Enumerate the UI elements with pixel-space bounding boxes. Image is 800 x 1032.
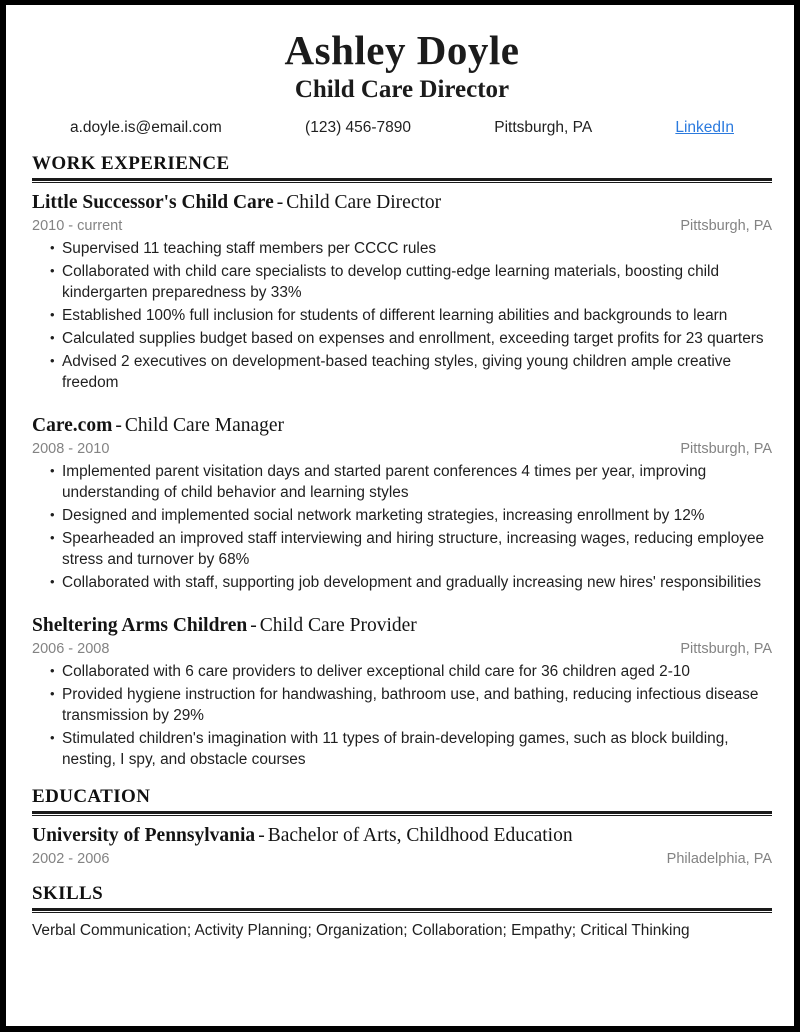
section-divider (32, 908, 772, 913)
entry-meta (32, 851, 772, 867)
list-item: • Established 100% full inclusion for students of different learning abilities and backgrounds to learn (32, 305, 772, 326)
list-item: • Calculated supplies budget based on expenses and enrollment, exceeding target profits for 23 quarters (32, 328, 772, 349)
entry-location: Philadelphia, PA (666, 851, 772, 867)
employer-name: Care.com (32, 415, 113, 436)
list-item: • Designed and implemented social network marketing strategies, increasing enrollment by 12% (32, 505, 772, 526)
list-item: • Spearheaded an improved staff interviewing and hiring structure, increasing wages, reducing employee stress and turnover by 68% (32, 528, 772, 570)
skills-list: Verbal Communication; Activity Planning; Organization; Collaboration; Empathy; Critical Thinking (32, 922, 690, 939)
heading-separator: - (258, 825, 265, 846)
heading-separator: - (250, 615, 257, 636)
entry-meta (32, 441, 772, 457)
list-item: • Implemented parent visitation days and started parent conferences 4 times per year, improving understanding of child behavior and learning styles (32, 461, 772, 503)
contact-location: Pittsburgh, PA (494, 119, 593, 136)
headline-subtitle: Child Care Director (294, 76, 510, 103)
linkedin-link[interactable]: LinkedIn (675, 119, 734, 136)
section-education (32, 786, 772, 867)
degree-name: Bachelor of Arts, Childhood Education (267, 825, 573, 846)
heading-separator: - (115, 415, 122, 436)
entry-heading (32, 413, 772, 438)
employer-name: Little Successor's Child Care (32, 192, 274, 213)
work-entry (32, 413, 772, 593)
entry-dates: 2008 - 2010 (32, 441, 110, 457)
list-item: • Collaborated with staff, supporting job development and gradually increasing new hires' responsibilities (32, 572, 772, 593)
list-item: • Collaborated with child care specialists to develop cutting-edge learning materials, boosting child kindergarten preparedness by 33% (32, 261, 772, 303)
resume-header (32, 5, 772, 137)
section-skills (32, 883, 772, 941)
school-name: University of Pennsylvania (32, 825, 256, 846)
entry-location: Pittsburgh, PA (680, 441, 772, 457)
section-divider (32, 811, 772, 816)
section-heading-education: EDUCATION (32, 786, 151, 807)
section-divider (32, 178, 772, 183)
section-heading-skills: SKILLS (32, 883, 104, 904)
list-item: • Collaborated with 6 care providers to deliver exceptional child care for 36 children aged 2-10 (32, 661, 772, 682)
job-title: Child Care Provider (259, 615, 417, 636)
entry-dates: 2002 - 2006 (32, 851, 110, 867)
entry-location: Pittsburgh, PA (680, 218, 772, 234)
list-item: • Stimulated children's imagination with 11 types of brain-developing games, such as block building, nesting, I spy, and obstacle courses (32, 728, 772, 770)
work-entry (32, 190, 772, 393)
job-title: Child Care Manager (124, 415, 285, 436)
section-heading-work: WORK EXPERIENCE (32, 153, 230, 174)
page-title: Ashley Doyle (284, 27, 520, 73)
contact-email[interactable]: a.doyle.is@email.com (70, 119, 222, 136)
resume-document (6, 5, 794, 1026)
entry-meta (32, 218, 772, 234)
work-entry (32, 613, 772, 770)
list-item: • Provided hygiene instruction for handwashing, bathroom use, and bathing, reducing infectious disease transmission by 29% (32, 684, 772, 726)
bullet-list (32, 238, 772, 393)
bullet-list (32, 661, 772, 770)
section-work-experience (32, 153, 772, 770)
contact-row (32, 119, 772, 137)
entry-dates: 2006 - 2008 (32, 641, 110, 657)
entry-dates: 2010 - current (32, 218, 123, 234)
education-entry (32, 823, 772, 867)
contact-phone[interactable]: (123) 456-7890 (305, 119, 412, 136)
entry-heading (32, 823, 772, 848)
list-item: • Advised 2 executives on development-based teaching styles, giving young children ample creative freedom (32, 351, 772, 393)
entry-heading (32, 613, 772, 638)
employer-name: Sheltering Arms Children (32, 615, 248, 636)
entry-heading (32, 190, 772, 215)
heading-separator: - (276, 192, 284, 213)
list-item: • Supervised 11 teaching staff members per CCCC rules (32, 238, 772, 259)
job-title: Child Care Director (286, 192, 442, 213)
entry-location: Pittsburgh, PA (680, 641, 772, 657)
bullet-list (32, 461, 772, 593)
entry-meta (32, 641, 772, 657)
